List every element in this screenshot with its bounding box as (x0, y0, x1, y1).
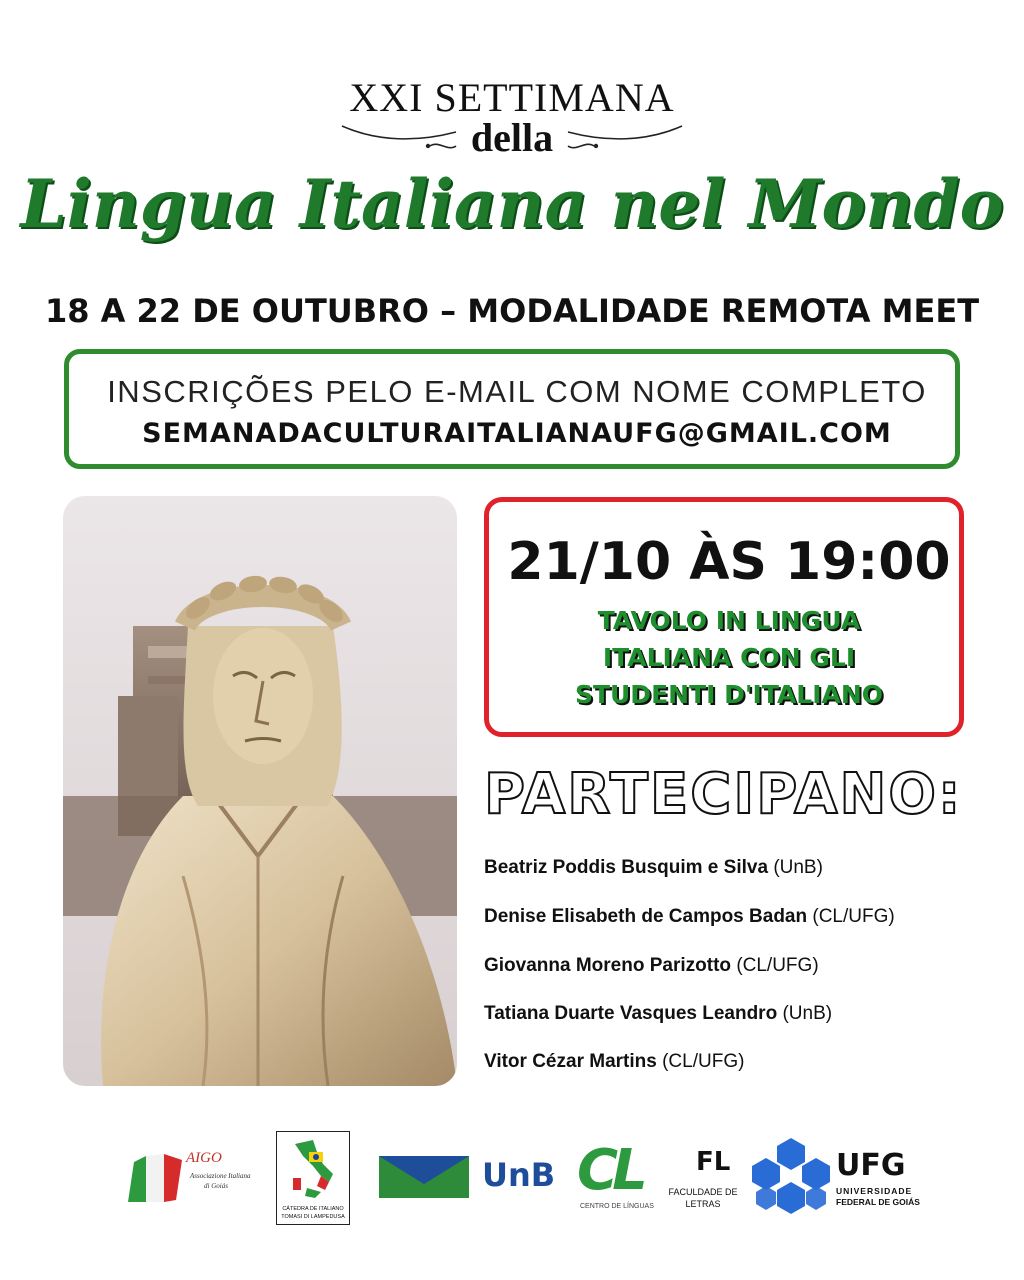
participant-affiliation: (CL/UFG) (736, 955, 819, 976)
ufg-text: UFG (836, 1148, 906, 1183)
fl-subtitle-2: LETRAS (685, 1199, 721, 1209)
participant-name: Beatriz Poddis Busquim e Silva (484, 857, 769, 878)
event-title-line-2: ITALIANA CON GLI (602, 643, 856, 672)
participant-affiliation: (UnB) (782, 1003, 833, 1024)
participant-affiliation: (UnB) (773, 857, 823, 878)
participant-affiliation: (CL/UFG) (662, 1051, 745, 1072)
cl-logo: CL (577, 1138, 642, 1203)
dante-statue-photo (63, 496, 457, 1086)
cl-subtitle: CENTRO DE LÍNGUAS (580, 1203, 654, 1210)
ufg-subtitle-2: FEDERAL DE GOIÁS (836, 1197, 920, 1207)
title-line-1: XXI SETTIMANA (349, 75, 675, 120)
aigo-logo (124, 1146, 254, 1208)
unb-logo-icon (379, 1156, 469, 1198)
event-title-line-3: STUDENTI D'ITALIANO (574, 680, 884, 709)
script-title: Lingua Italiana nel Mondo (20, 165, 1004, 243)
fl-subtitle-1: FACULDADE DE (668, 1187, 738, 1197)
inscription-box (64, 349, 960, 469)
participant-name: Tatiana Duarte Vasques Leandro (484, 1003, 778, 1024)
event-datetime: 21/10 ÀS 19:00 (507, 532, 951, 592)
unb-text: UnB (482, 1156, 556, 1194)
aigo-sub-1: Associazione Italiana (190, 1172, 251, 1180)
aigo-name: AIGO (186, 1150, 222, 1166)
participant-item (484, 1051, 744, 1073)
participant-item (484, 955, 819, 977)
event-title-line-1: TAVOLO IN LINGUA (597, 606, 861, 635)
title-line-2: della (470, 115, 554, 160)
aigo-sub-2: di Goiás (204, 1182, 228, 1190)
event-dates: 18 A 22 DE OUTUBRO – MODALIDADE REMOTA MEET (44, 292, 980, 330)
participant-item (484, 906, 895, 928)
italy-flag-map-icon (124, 1150, 186, 1206)
catedra-name-2: TOMASI DI LAMPEDUSA (281, 1214, 345, 1220)
participant-name: Vitor Cézar Martins (484, 1051, 657, 1072)
italy-map-icon (287, 1138, 339, 1200)
catedra-name-1: CÁTEDRA DE ITALIANO (282, 1206, 344, 1212)
participant-affiliation: (CL/UFG) (812, 906, 895, 927)
email-link[interactable]: SEMANADACULTURAITALIANAUFG@GMAIL.COM (142, 418, 892, 449)
participants-heading: PARTECIPANO: (484, 762, 963, 827)
inscription-text: INSCRIÇÕES PELO E-MAIL COM NOME COMPLETO (107, 374, 927, 409)
participant-item (484, 1003, 832, 1025)
unb-logo-mark (379, 1156, 469, 1198)
ufg-hexagon-icon (750, 1136, 832, 1218)
catedra-logo (276, 1131, 350, 1225)
ufg-subtitle-1: UNIVERSIDADE (836, 1186, 913, 1196)
participant-name: Giovanna Moreno Parizotto (484, 955, 732, 976)
participant-name: Denise Elisabeth de Campos Badan (484, 906, 808, 927)
participant-item (484, 857, 823, 879)
event-box (484, 497, 964, 737)
fl-logo: FL (696, 1147, 731, 1177)
